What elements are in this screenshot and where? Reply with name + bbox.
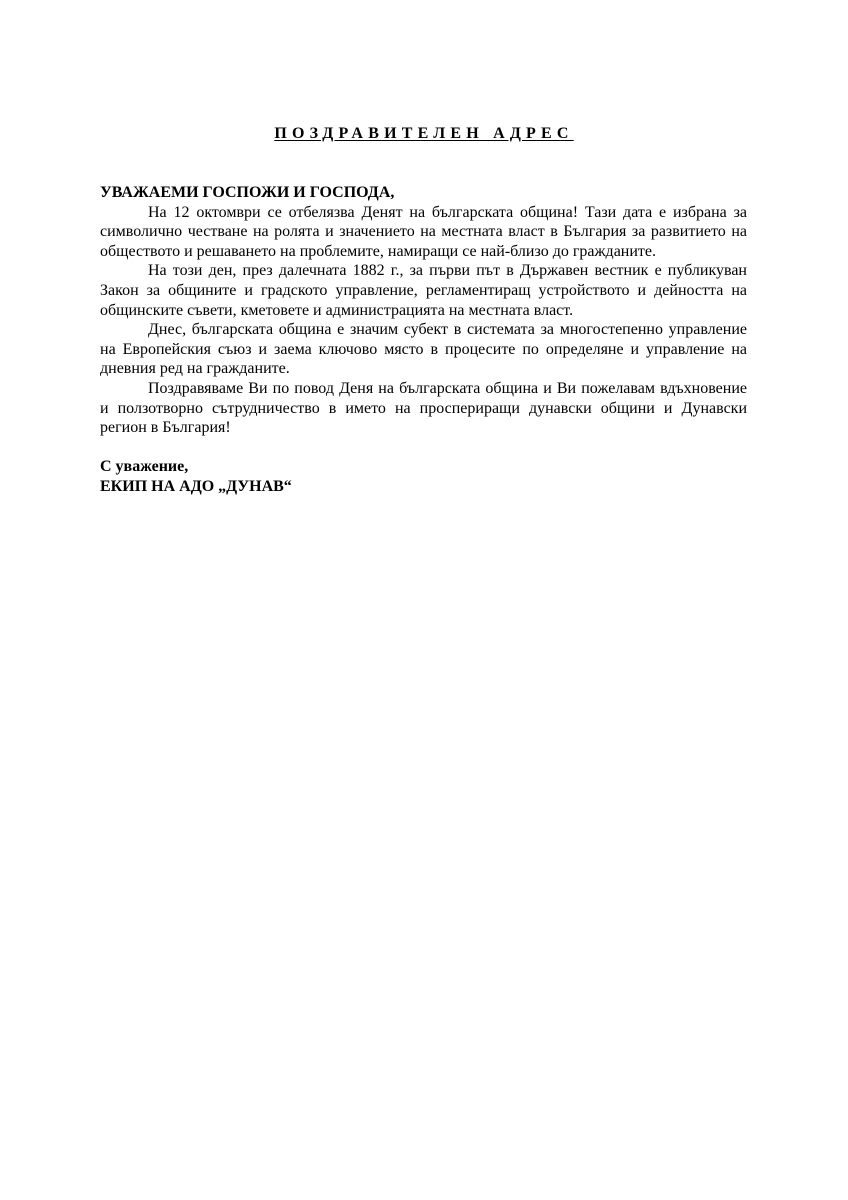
signature: ЕКИП НА АДО „ДУНАВ“: [100, 477, 292, 495]
closing-block: [100, 457, 747, 496]
letter-body: [100, 183, 747, 497]
salutation: УВАЖАЕМИ ГОСПОЖИ И ГОСПОДА,: [100, 184, 395, 201]
document-title-text: ПОЗДРАВИТЕЛЕН АДРЕС: [274, 125, 574, 142]
paragraph-1: На 12 октомври се отбелязва Денят на българската община! Тази дата е избрана за символично честване на ролята и значението на местната власт в България за развитието на обществото и решаването на проблемите, намиращи се най-близо до гражданите.: [100, 203, 747, 260]
closing: С уважение,: [100, 458, 189, 476]
paragraph-4: Поздравяваме Ви по повод Деня на българската община и Ви пожелавам вдъхновение и ползотворно сътрудничество в името на проспериращи дунавски общини и Дунавски регион в България!: [100, 379, 747, 437]
document-title: [0, 124, 848, 144]
paragraph-2: На този ден, през далечната 1882 г., за първи път в Държавен вестник е публикуван Закон за общините и градското управление, регламентиращ устройството и дейността на общинските съвети, кметовете и администрацията на местната власт.: [100, 262, 747, 319]
paragraph-3: Днес, българската община е значим субект в системата за многостепенно управление на Европейския съюз и заема ключово място в процесите по определяне и управление на дневния ред на гражданите.: [100, 321, 747, 378]
